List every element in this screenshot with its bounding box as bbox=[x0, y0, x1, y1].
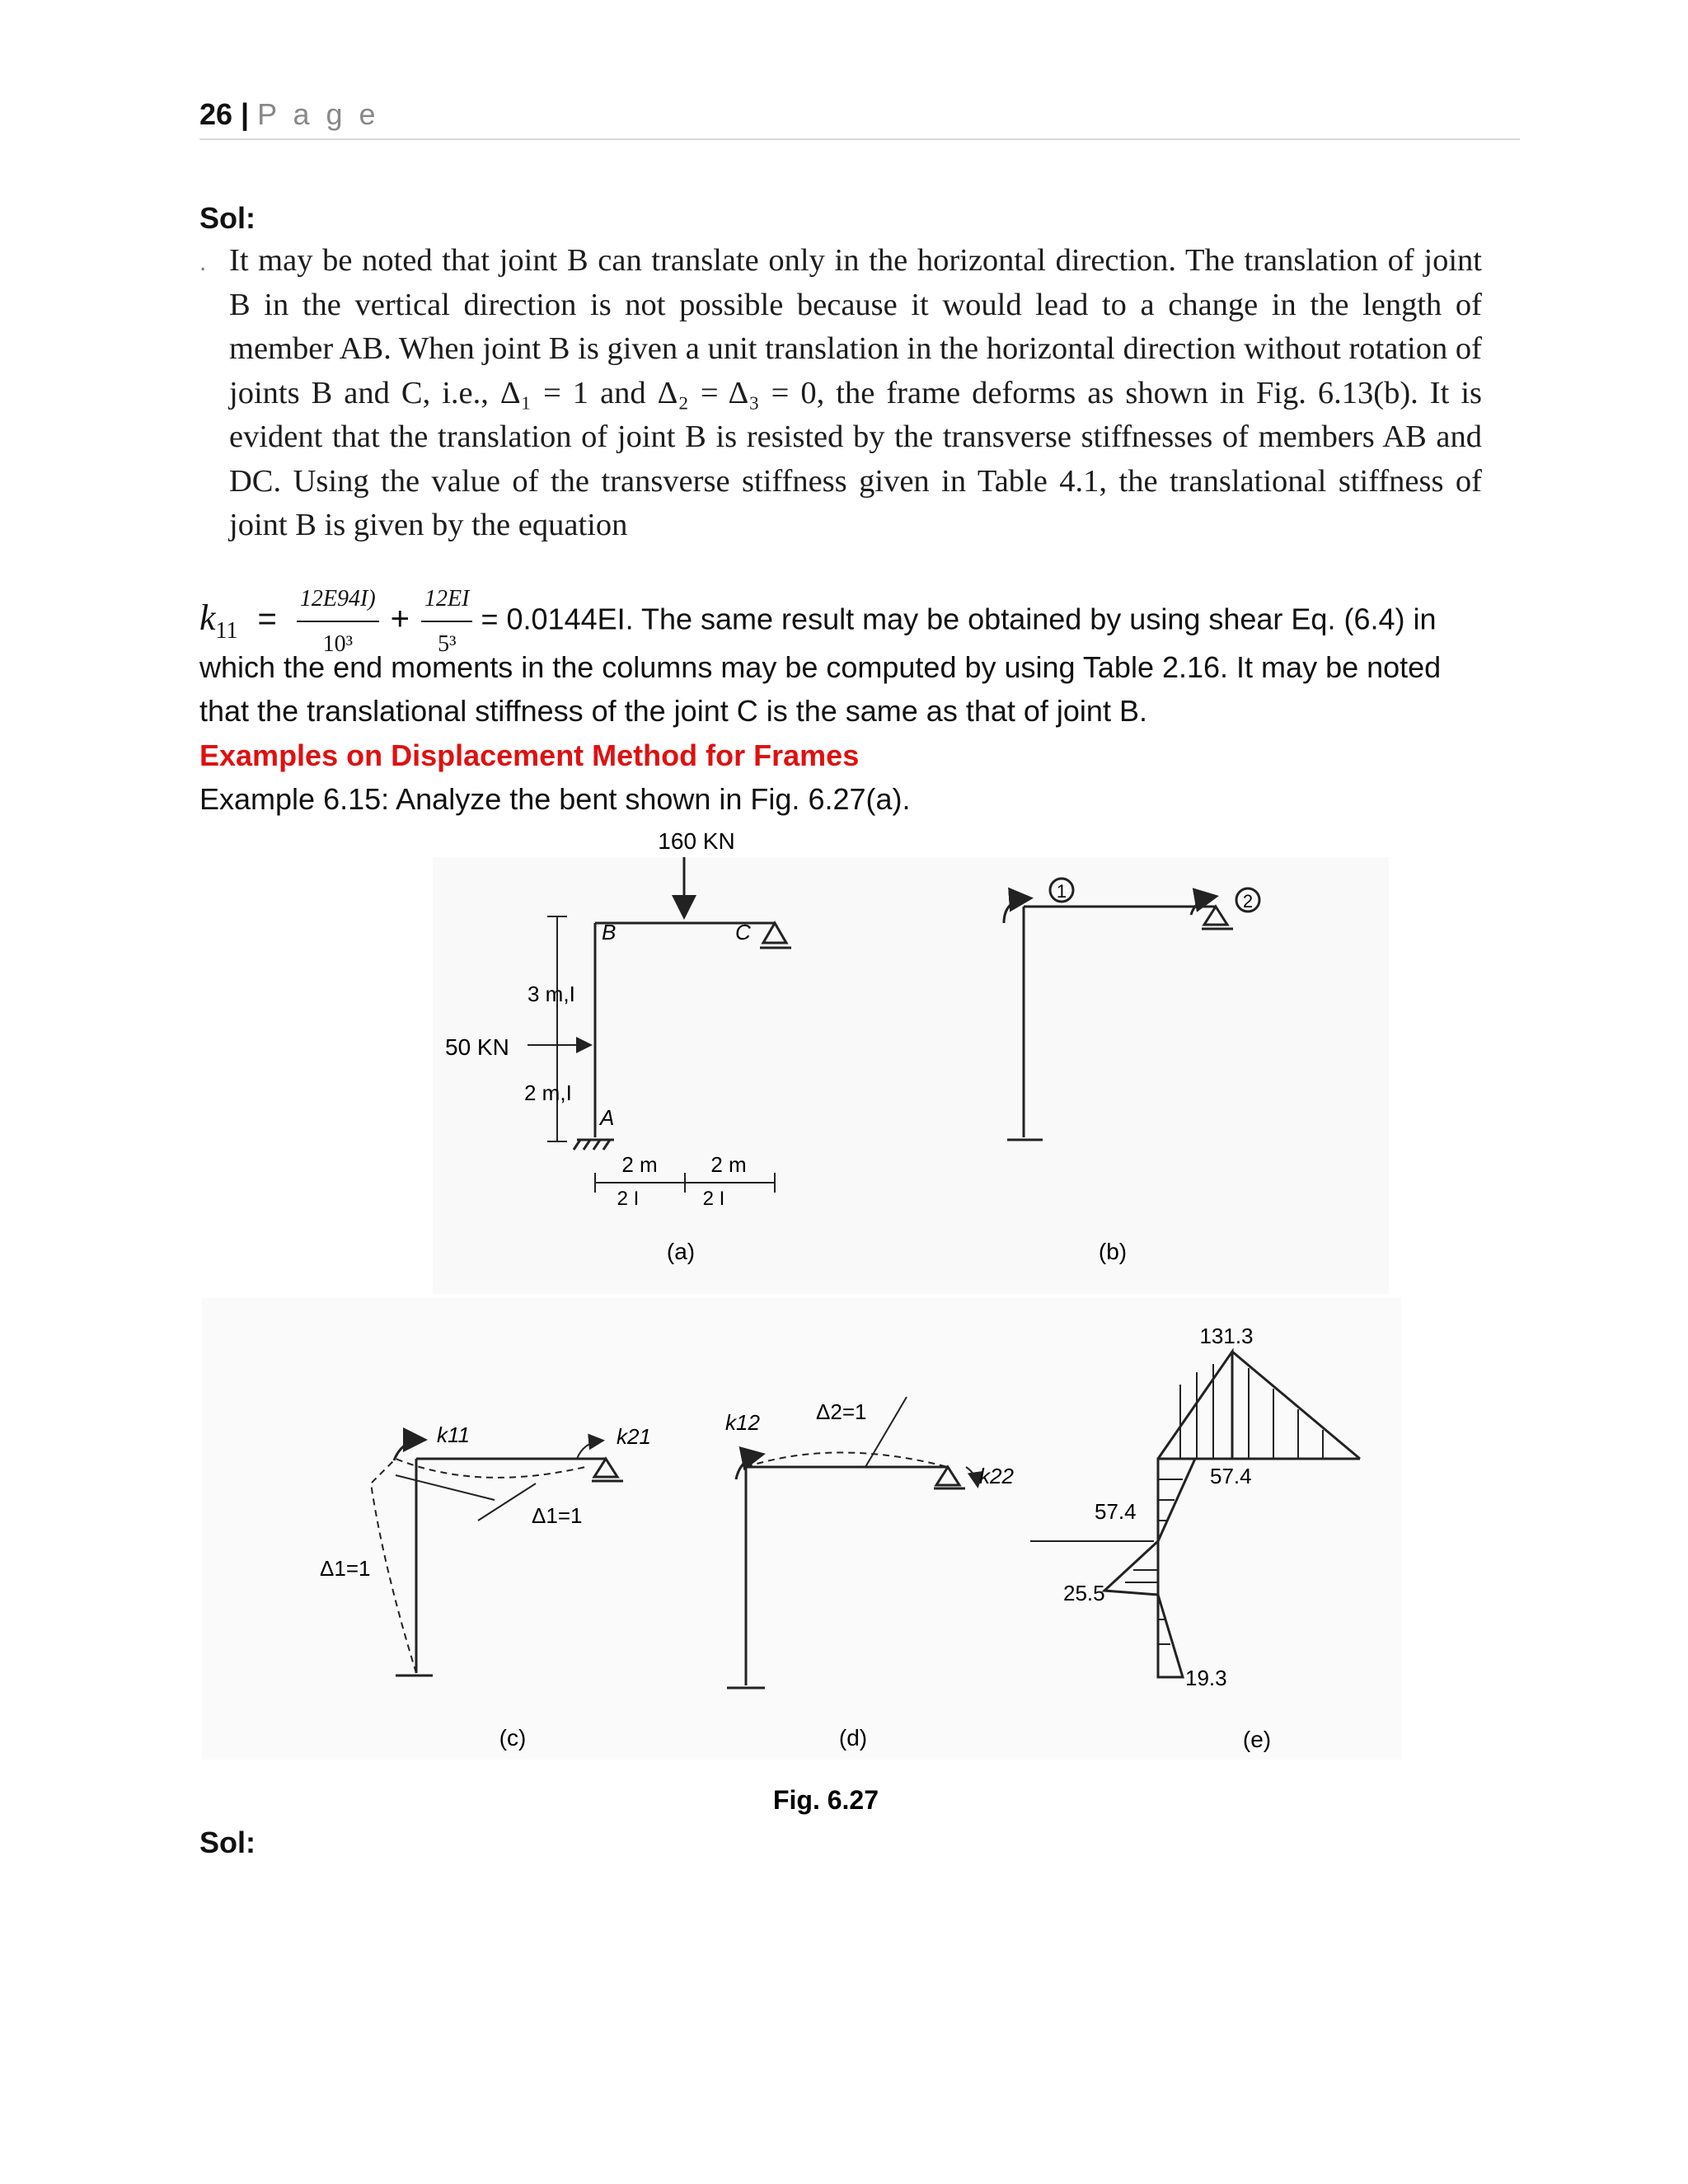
sol-label-2: Sol: bbox=[199, 1825, 256, 1859]
label-160kn: 160 KN bbox=[658, 828, 735, 854]
equation-result: = 0.0144EI. The same result may be obtained by using shear Eq. (6.4) in bbox=[472, 602, 1437, 636]
scan-bullet: . bbox=[199, 249, 207, 276]
label-delta2: Δ2=1 bbox=[816, 1399, 867, 1424]
label-k21: k21 bbox=[617, 1424, 651, 1449]
k11-symbol: $k_{11}$ bbox=[199, 597, 238, 644]
header-separator: | bbox=[232, 97, 258, 131]
marker-2: 2 bbox=[1242, 891, 1254, 912]
caption-d: (d) bbox=[838, 1725, 868, 1750]
scanned-paragraph: It may be noted that joint B can translate only in the horizontal direction. The translation of joint B in the vertical direction is not possible because it would lead to a change in the length of member AB. When joint B is given a unit translation in the horizontal direction without rotation of joints B and C, i.e., Δ₁ = 1 and Δ₂ = Δ₃ = 0, the frame deforms as shown in Fig. 6.13(b). It is evident that the translation of joint B is resisted by the transverse stiffnesses of members AB and DC. Using the value of the transverse stiffness given in Table 4.1, the translational stiffness of joint B is given by the equation bbox=[229, 243, 1482, 542]
fraction-1: $\frac{12E94I)}{\text{10³}}$ bbox=[297, 577, 379, 666]
figure-bg-top bbox=[433, 857, 1389, 1294]
plus-sign: + bbox=[390, 600, 410, 637]
label-span2-i: 2 I bbox=[702, 1188, 725, 1210]
caption-e: (e) bbox=[1242, 1727, 1272, 1752]
label-19-3: 19.3 bbox=[1185, 1666, 1227, 1690]
caption-c: (c) bbox=[499, 1725, 527, 1750]
label-span1-i: 2 I bbox=[617, 1188, 640, 1210]
label-k22: k22 bbox=[979, 1464, 1014, 1488]
label-57-4-right: 57.4 bbox=[1210, 1464, 1252, 1488]
page-word: P a g e bbox=[257, 97, 380, 131]
label-joint-c: C bbox=[735, 920, 751, 944]
label-57-4-left: 57.4 bbox=[1095, 1499, 1137, 1524]
figure-title: Fig. 6.27 bbox=[772, 1785, 879, 1815]
label-131-3: 131.3 bbox=[1199, 1324, 1254, 1348]
example-line: Example 6.15: Analyze the bent shown in Fig. 6.27(a). bbox=[199, 782, 911, 816]
paragraph-continuation: which the end moments in the columns may be computed by using Table 2.16. It may be noted that the translational stiffness of the joint C is the same as that of joint B. bbox=[199, 650, 1442, 728]
marker-1: 1 bbox=[1056, 881, 1067, 902]
label-dim-upper: 3 m,I bbox=[528, 982, 575, 1006]
caption-b: (b) bbox=[1098, 1239, 1128, 1264]
label-dim-lower: 2 m,I bbox=[524, 1080, 572, 1105]
label-span1: 2 m bbox=[621, 1152, 658, 1177]
label-25-5: 25.5 bbox=[1063, 1581, 1105, 1605]
sol-label-1: Sol: bbox=[199, 201, 256, 235]
label-joint-b: B bbox=[602, 920, 617, 944]
label-span2: 2 m bbox=[710, 1152, 747, 1177]
page-number: 26 bbox=[199, 97, 233, 131]
label-k12: k12 bbox=[725, 1410, 760, 1435]
section-heading: Examples on Displacement Method for Frames bbox=[199, 738, 860, 772]
label-delta1-left: Δ1=1 bbox=[320, 1556, 371, 1581]
label-delta1-mid: Δ1=1 bbox=[532, 1503, 583, 1528]
fraction-2: $\frac{12EI}{\text{5³}}$ bbox=[421, 577, 472, 666]
label-joint-a: A bbox=[600, 1105, 615, 1130]
label-50kn: 50 KN bbox=[445, 1034, 509, 1060]
caption-a: (a) bbox=[666, 1239, 696, 1264]
equals-sign: = bbox=[257, 600, 277, 637]
label-k11: k11 bbox=[437, 1422, 470, 1447]
